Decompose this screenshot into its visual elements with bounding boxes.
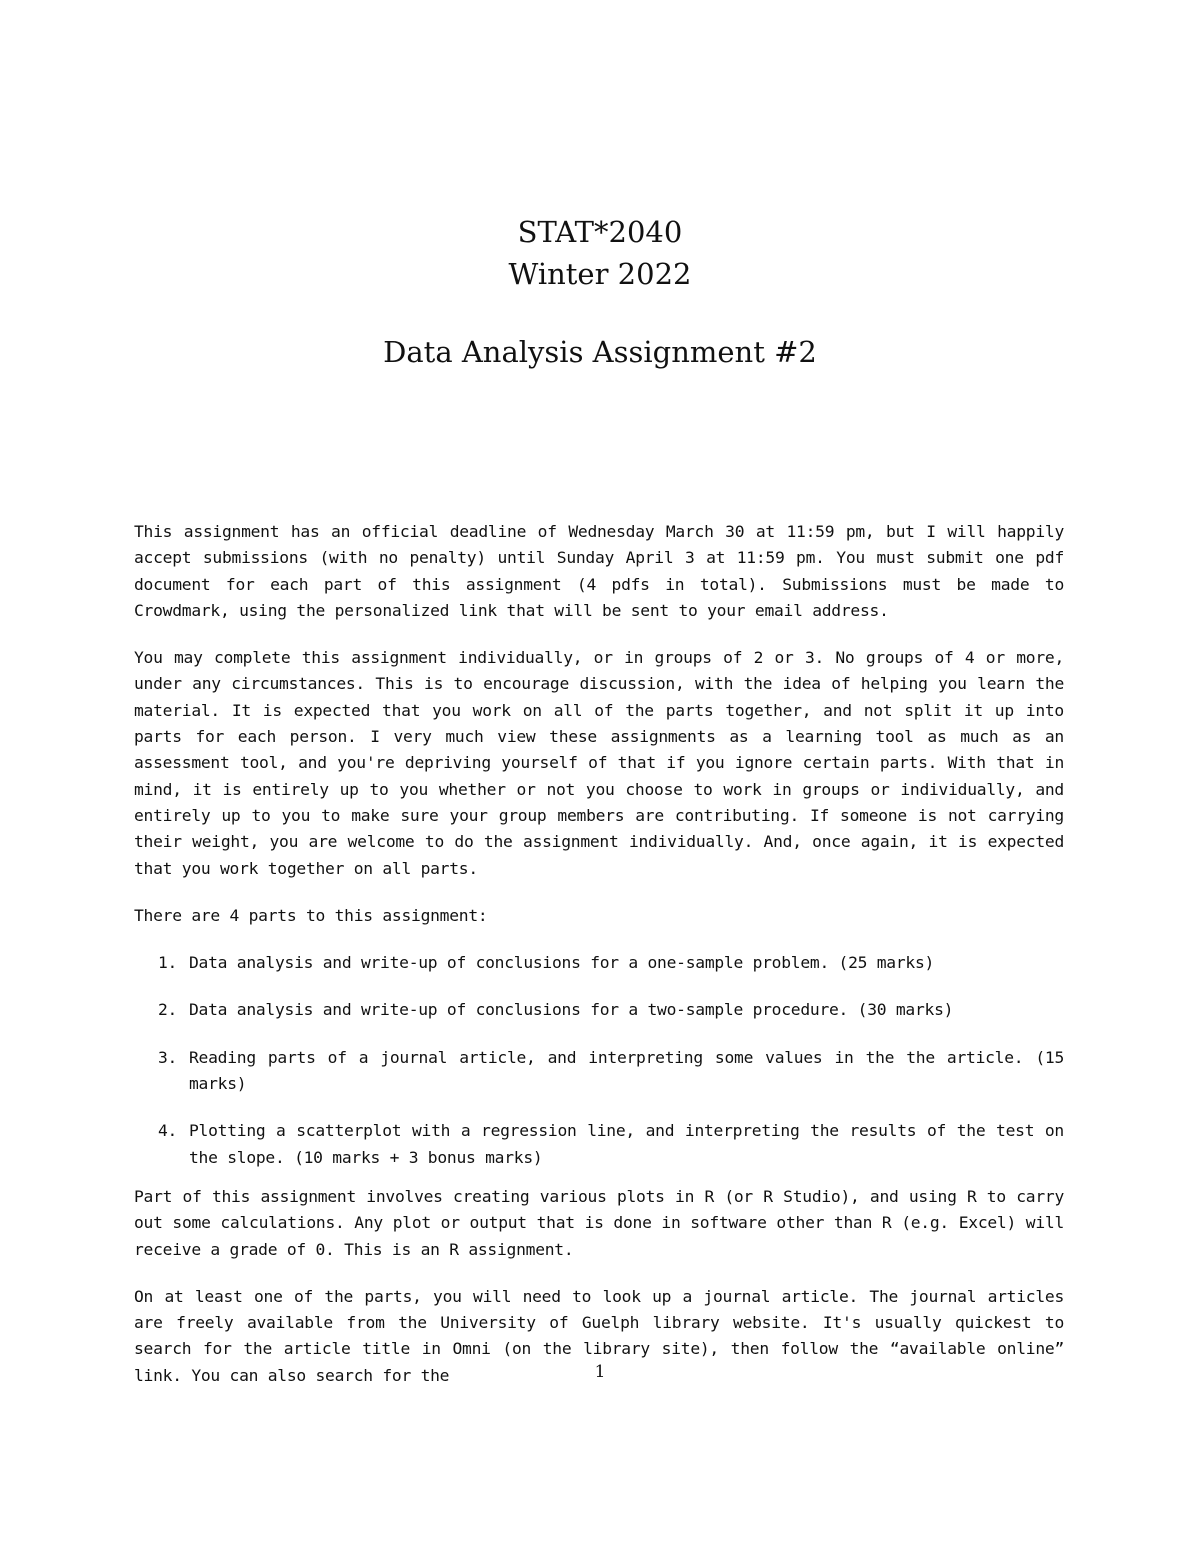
list-item-number: 1. xyxy=(158,953,178,973)
document-body xyxy=(134,519,1064,1410)
title-block xyxy=(0,211,1200,373)
parts-list xyxy=(134,950,1064,1171)
journal-paragraph: On at least one of the parts, you will need to look up a journal article. The journal articles are freely available from the University of Guelph library website. It's usually quickest to search for the article title in Omni (on the library site), then follow the “available online” link. You can also search for the xyxy=(134,1286,1064,1385)
list-item xyxy=(134,1118,1064,1171)
page-number: 1 xyxy=(594,1362,606,1382)
list-item-text: Data analysis and write-up of conclusions for a one-sample problem. (25 marks) xyxy=(189,953,935,973)
groups-paragraph: You may complete this assignment individually, or in groups of 2 or 3. No groups of 4 or more, under any circumstances. This is to encourage discussion, with the idea of helping you learn the material. It is expected that you work on all of the parts together, and not split it up into parts for each person. I very much view these assignments as a learning tool as much as an assessment tool, and you're depriving yourself of that if you ignore certain parts. With that in mind, it is entirely up to you whether or not you choose to work in groups or individually, and entirely up to you to make sure your group members are contributing. If someone is not carrying their weight, you are welcome to do the assignment individually. And, once again, it is expected that you work together on all parts. xyxy=(134,648,1064,878)
title-spacer xyxy=(0,295,1200,331)
deadline-paragraph: This assignment has an official deadline of Wednesday March 30 at 11:59 pm, but I will happily accept submissions (with no penalty) until Sunday April 3 at 11:59 pm. You must submit one pdf document for each part of this assignment (4 pdfs in total). Submissions must be made to Crowdmark, using the personalized link that will be sent to your email address. xyxy=(134,522,1064,620)
assignment-title: Data Analysis Assignment #2 xyxy=(383,335,817,369)
list-item-number: 4. xyxy=(158,1121,178,1141)
list-item-text: Reading parts of a journal article, and interpreting some values in the the article. (15 marks) xyxy=(189,1047,1064,1094)
list-item-text: Plotting a scatterplot with a regression line, and interpreting the results of the test on the slope. (10 marks + 3 bonus marks) xyxy=(189,1121,1064,1167)
list-item-number: 3. xyxy=(158,1047,178,1067)
r-requirement-paragraph: Part of this assignment involves creating various plots in R (or R Studio), and using R to carry out some calculations. Any plot or output that is done in software other than R (e.g. Excel) will receive a grade of 0. This is an R assignment. xyxy=(134,1186,1064,1259)
list-item xyxy=(134,997,1064,1023)
list-item xyxy=(134,1045,1064,1098)
parts-intro: There are 4 parts to this assignment: xyxy=(134,905,488,925)
list-item-number: 2. xyxy=(158,1000,178,1020)
list-item-text: Data analysis and write-up of conclusions for a two-sample procedure. (30 marks) xyxy=(189,1000,954,1020)
term: Winter 2022 xyxy=(508,257,692,291)
course-code: STAT*2040 xyxy=(517,215,683,249)
list-item xyxy=(134,950,1064,976)
